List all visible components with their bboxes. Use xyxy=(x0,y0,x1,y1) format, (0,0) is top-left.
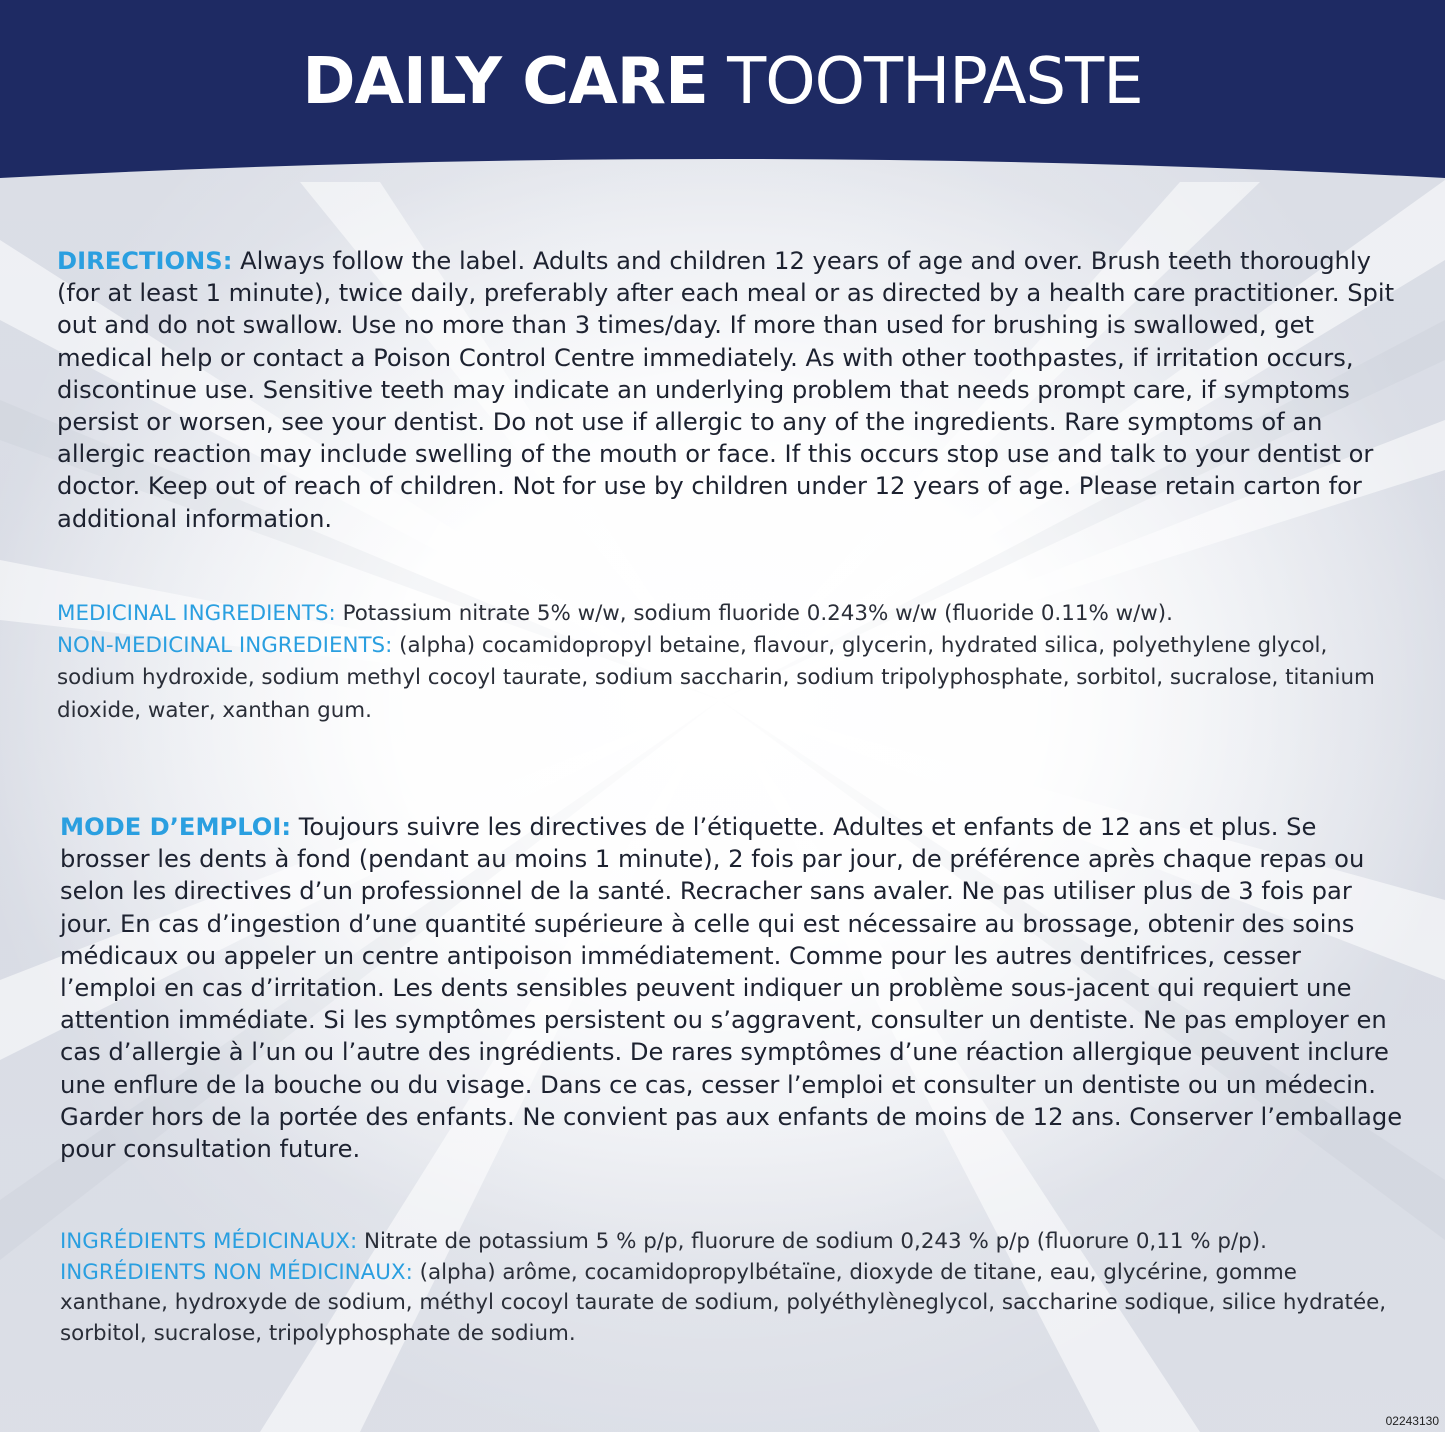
directions-text: Always follow the label. Adults and children 12 years of age and over. Brush teeth thoroughly (for at least 1 minute), twice daily, preferably after each meal or as directed by a health care practitioner. Spit out and do not swallow. Use no more than 3 times/day. If more than used for brushing is swallowed, get medical help or contact a Poison Control Centre immediately. As with other toothpastes, if irritation occurs, discontinue use. Sensitive teeth may indicate an underlying problem that needs prompt care, if symptoms persist or worsen, see your dentist. Do not use if allergic to any of the ingredients. Rare symptoms of an allergic reaction may include swelling of the mouth or face. If this occurs stop use and talk to your dentist or doctor. Keep out of reach of children. Not for use by children under 12 years of age. Please retain carton for additional information. xyxy=(57,247,1395,533)
non-medicinal-ingredients-text: (alpha) cocamidopropyl betaine, flavour, glycerin, hydrated silica, polyethylene glycol, sodium hydroxide, sodium methyl cocoyl taurate, sodium saccharin, sodium tripolyphosphate, sorbitol, sucralose, titanium dioxide, water, xanthan gum. xyxy=(57,633,1375,723)
ingredients-non-medicinaux-text: (alpha) arôme, cocamidopropylbétaïne, dioxyde de titane, eau, glycérine, gomme xanthane, hydroxyde de sodium, méthyl cocoyl taurate de sodium, polyéthylèneglycol, saccharine sodique, silice hydratée, sorbitol, sucralose, tripolyphosphate de sodium. xyxy=(60,1259,1387,1346)
directions-label: DIRECTIONS: xyxy=(57,247,233,275)
mode-emploi-label: MODE D’EMPLOI: xyxy=(60,813,292,841)
page-title xyxy=(0,44,1445,120)
mode-emploi-text: Toujours suivre les directives de l’étiquette. Adultes et enfants de 12 ans et plus. Se brosser les dents à fond (pendant au moins 1 minute), 2 fois par jour, de préférence après chaque repas ou selon les directives d’un professionnel de la santé. Recracher sans avaler. Ne pas utiliser plus de 3 fois par jour. En cas d’ingestion d’une quantité supérieure à celle qui est nécessaire au brossage, obtenir des soins médicaux ou appeler un centre antipoison immédiatement. Comme pour les autres dentifrices, cesser l’emploi en cas d’irritation. Les dents sensibles peuvent indiquer un problème sous-jacent qui requiert une attention immédiate. Si les symptômes persistent ou s’aggravent, consulter un dentiste. Ne pas employer en cas d’allergie à l’un ou l’autre des ingrédients. De rares symptômes d’une réaction allergique peuvent inclure une enflure de la bouche ou du visage. Dans ce cas, cesser l’emploi et consulter un dentiste ou un médecin. Garder hors de la portée des enfants. Ne convient pas aux enfants de moins de 12 ans. Conserver l’emballage pour consultation future. xyxy=(60,813,1403,1164)
title-banner xyxy=(0,0,1445,182)
title-light: TOOTHPASTE xyxy=(727,45,1143,119)
ingredients-non-medicinaux-label: INGRÉDIENTS NON MÉDICINAUX: xyxy=(60,1259,413,1285)
directions-section xyxy=(57,245,1402,535)
medicinal-ingredients-label: MEDICINAL INGREDIENTS: xyxy=(57,601,336,626)
medicinal-ingredients-text: Potassium nitrate 5% w/w, sodium fluoride 0.243% w/w (fluoride 0.11% w/w). xyxy=(342,601,1173,626)
title-bold: DAILY CARE xyxy=(302,45,708,119)
english-ingredients-section xyxy=(57,598,1402,727)
ingredients-medicinaux-text: Nitrate de potassium 5 % p/p, fluorure de sodium 0,243 % p/p (fluorure 0,11 % p/p). xyxy=(363,1229,1267,1254)
mode-emploi-section xyxy=(60,811,1405,1165)
non-medicinal-ingredients-label: NON-MEDICINAL INGREDIENTS: xyxy=(57,633,393,659)
product-code: 02243130 xyxy=(1385,1414,1439,1428)
french-ingredients-section xyxy=(60,1227,1405,1349)
ingredients-medicinaux-label: INGRÉDIENTS MÉDICINAUX: xyxy=(60,1229,358,1254)
